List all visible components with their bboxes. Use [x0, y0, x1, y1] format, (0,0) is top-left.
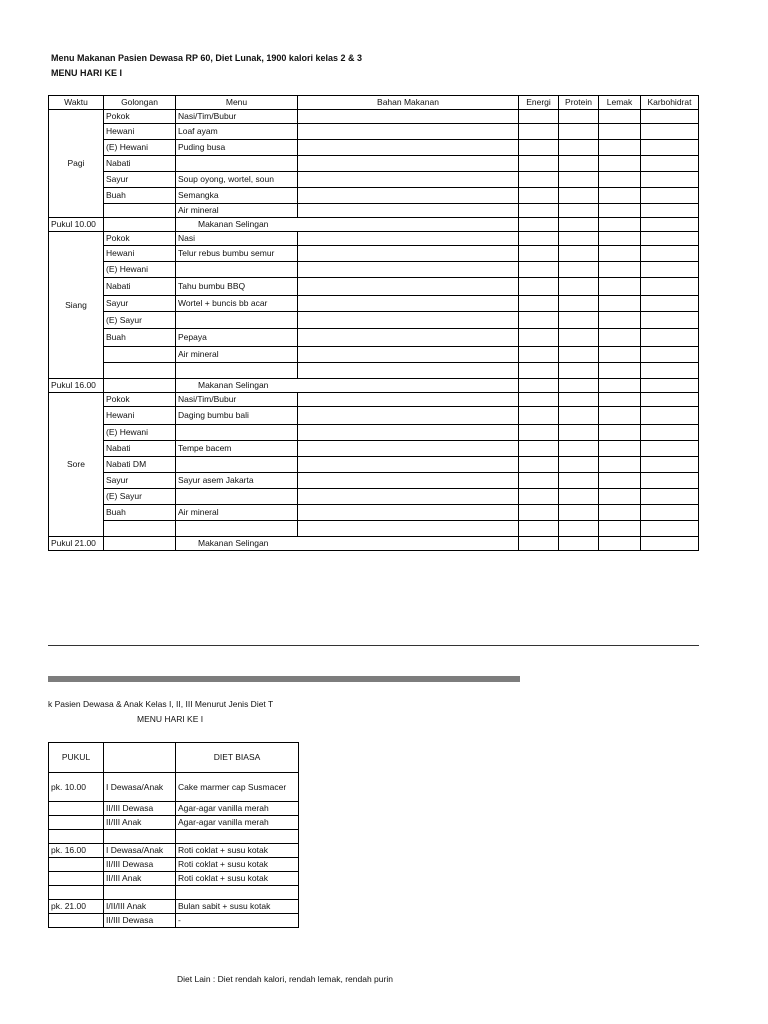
menu-row	[49, 140, 699, 156]
golongan-cell: Pokok	[104, 393, 176, 407]
golongan-cell: Hewani	[104, 124, 176, 140]
golongan-cell: Nabati DM	[104, 457, 176, 473]
empty-cell	[559, 156, 599, 172]
empty-cell	[104, 537, 176, 551]
kelas-cell: II/III Anak	[104, 816, 176, 830]
empty-cell	[641, 489, 699, 505]
menu-cell: Puding busa	[176, 140, 298, 156]
empty-cell	[298, 262, 519, 278]
empty-cell	[559, 124, 599, 140]
selingan-time: Pukul 16.00	[49, 379, 104, 393]
empty-cell	[599, 246, 641, 262]
empty-cell	[298, 172, 519, 188]
pukul-cell: pk. 21.00	[49, 900, 104, 914]
empty-cell	[641, 278, 699, 296]
menu-cell	[176, 312, 298, 329]
menu-row	[49, 124, 699, 140]
empty-cell	[599, 521, 641, 537]
empty-cell	[104, 218, 176, 232]
menu-table	[48, 95, 699, 551]
golongan-cell: (E) Hewani	[104, 425, 176, 441]
empty-cell	[519, 124, 559, 140]
empty-cell	[559, 218, 599, 232]
selingan-row	[49, 379, 699, 393]
kelas-cell: I Dewasa/Anak	[104, 773, 176, 802]
empty-cell	[599, 537, 641, 551]
table-header-row	[49, 96, 699, 110]
menu-row	[49, 425, 699, 441]
divider-line	[48, 645, 699, 646]
empty-cell	[298, 457, 519, 473]
empty-cell	[599, 232, 641, 246]
snack-row	[49, 830, 299, 844]
menu-cell: Pepaya	[176, 329, 298, 347]
empty-cell	[599, 425, 641, 441]
empty-cell	[298, 204, 519, 218]
empty-cell	[519, 204, 559, 218]
snack-header-row	[49, 743, 299, 773]
empty-cell	[519, 232, 559, 246]
empty-cell	[559, 347, 599, 363]
golongan-cell: Hewani	[104, 407, 176, 425]
kelas-cell: I/II/III Anak	[104, 900, 176, 914]
golongan-cell: (E) Hewani	[104, 262, 176, 278]
empty-cell	[599, 363, 641, 379]
empty-cell	[641, 232, 699, 246]
empty-cell	[559, 329, 599, 347]
menu-row	[49, 296, 699, 312]
empty-cell	[641, 218, 699, 232]
menu-row	[49, 393, 699, 407]
menu-cell: Nasi/Tim/Bubur	[176, 110, 298, 124]
menu-cell: Air mineral	[176, 505, 298, 521]
menu-row	[49, 407, 699, 425]
menu-row	[49, 521, 699, 537]
empty-cell	[599, 124, 641, 140]
header-kelas	[104, 743, 176, 773]
menu-row	[49, 347, 699, 363]
empty-cell	[599, 278, 641, 296]
empty-cell	[559, 246, 599, 262]
golongan-cell	[104, 363, 176, 379]
empty-cell	[641, 204, 699, 218]
golongan-cell: (E) Sayur	[104, 489, 176, 505]
snack-row	[49, 802, 299, 816]
empty-cell	[559, 188, 599, 204]
empty-cell	[641, 441, 699, 457]
empty-cell	[298, 110, 519, 124]
diet-menu-cell	[176, 830, 299, 844]
golongan-cell: Nabati	[104, 156, 176, 172]
menu-cell	[176, 521, 298, 537]
empty-cell	[599, 156, 641, 172]
snack-row	[49, 844, 299, 858]
empty-cell	[599, 188, 641, 204]
golongan-cell: Pokok	[104, 110, 176, 124]
golongan-cell: (E) Hewani	[104, 140, 176, 156]
empty-cell	[519, 441, 559, 457]
empty-cell	[599, 393, 641, 407]
empty-cell	[641, 425, 699, 441]
empty-cell	[559, 172, 599, 188]
empty-cell	[298, 188, 519, 204]
header-lemak: Lemak	[599, 96, 641, 110]
empty-cell	[559, 457, 599, 473]
menu-cell: Daging bumbu bali	[176, 407, 298, 425]
snack-table	[48, 742, 299, 928]
golongan-cell: Nabati	[104, 441, 176, 457]
section2-subtitle: MENU HARI KE I	[137, 714, 204, 724]
kelas-cell: II/III Dewasa	[104, 914, 176, 928]
menu-cell	[176, 489, 298, 505]
empty-cell	[298, 489, 519, 505]
menu-cell	[176, 363, 298, 379]
diet-menu-cell: Agar-agar vanilla merah	[176, 802, 299, 816]
menu-cell: Telur rebus bumbu semur	[176, 246, 298, 262]
menu-row	[49, 457, 699, 473]
empty-cell	[599, 329, 641, 347]
empty-cell	[559, 489, 599, 505]
empty-cell	[559, 296, 599, 312]
empty-cell	[599, 473, 641, 489]
snack-row	[49, 858, 299, 872]
menu-row	[49, 232, 699, 246]
empty-cell	[641, 262, 699, 278]
empty-cell	[519, 407, 559, 425]
empty-cell	[641, 521, 699, 537]
empty-cell	[519, 278, 559, 296]
header-bahan-makanan: Bahan Makanan	[298, 96, 519, 110]
selingan-label: Makanan Selingan	[176, 218, 519, 232]
pukul-cell	[49, 886, 104, 900]
menu-cell: Nasi	[176, 232, 298, 246]
pukul-cell: pk. 16.00	[49, 844, 104, 858]
golongan-cell	[104, 204, 176, 218]
menu-row	[49, 312, 699, 329]
golongan-cell: Buah	[104, 188, 176, 204]
snack-row	[49, 914, 299, 928]
empty-cell	[519, 262, 559, 278]
empty-cell	[298, 140, 519, 156]
empty-cell	[519, 110, 559, 124]
empty-cell	[559, 363, 599, 379]
section2-title: k Pasien Dewasa & Anak Kelas I, II, III Menurut Jenis Diet T	[48, 699, 274, 709]
golongan-cell: Pokok	[104, 232, 176, 246]
empty-cell	[298, 521, 519, 537]
menu-cell	[176, 156, 298, 172]
document-title: Menu Makanan Pasien Dewasa RP 60, Diet Lunak, 1900 kalori kelas 2 & 3	[51, 53, 362, 63]
empty-cell	[641, 505, 699, 521]
empty-cell	[559, 425, 599, 441]
menu-row	[49, 473, 699, 489]
menu-row	[49, 489, 699, 505]
empty-cell	[599, 457, 641, 473]
golongan-cell: Nabati	[104, 278, 176, 296]
kelas-cell: II/III Dewasa	[104, 802, 176, 816]
golongan-cell: Sayur	[104, 473, 176, 489]
empty-cell	[559, 521, 599, 537]
meal-time-sore: Sore	[49, 393, 104, 537]
empty-cell	[298, 124, 519, 140]
empty-cell	[519, 218, 559, 232]
document-subtitle: MENU HARI KE I	[51, 68, 123, 78]
empty-cell	[298, 312, 519, 329]
menu-row	[49, 246, 699, 262]
menu-cell: Nasi/Tim/Bubur	[176, 393, 298, 407]
empty-cell	[559, 262, 599, 278]
empty-cell	[519, 425, 559, 441]
menu-row	[49, 278, 699, 296]
snack-row	[49, 900, 299, 914]
header-golongan: Golongan	[104, 96, 176, 110]
empty-cell	[298, 232, 519, 246]
empty-cell	[641, 393, 699, 407]
empty-cell	[559, 110, 599, 124]
empty-cell	[641, 246, 699, 262]
empty-cell	[641, 140, 699, 156]
empty-cell	[519, 347, 559, 363]
pukul-cell	[49, 858, 104, 872]
empty-cell	[298, 425, 519, 441]
empty-cell	[519, 246, 559, 262]
menu-cell: Air mineral	[176, 204, 298, 218]
empty-cell	[519, 379, 559, 393]
empty-cell	[599, 312, 641, 329]
selingan-time: Pukul 10.00	[49, 218, 104, 232]
snack-row	[49, 816, 299, 830]
golongan-cell	[104, 521, 176, 537]
selingan-time: Pukul 21.00	[49, 537, 104, 551]
header-energi: Energi	[519, 96, 559, 110]
empty-cell	[641, 110, 699, 124]
empty-cell	[599, 218, 641, 232]
golongan-cell: Sayur	[104, 172, 176, 188]
pukul-cell	[49, 830, 104, 844]
menu-cell: Soup oyong, wortel, soun	[176, 172, 298, 188]
empty-cell	[641, 124, 699, 140]
menu-cell: Sayur asem Jakarta	[176, 473, 298, 489]
empty-cell	[641, 537, 699, 551]
empty-cell	[599, 172, 641, 188]
menu-row	[49, 329, 699, 347]
empty-cell	[641, 457, 699, 473]
empty-cell	[641, 379, 699, 393]
empty-cell	[599, 110, 641, 124]
empty-cell	[641, 312, 699, 329]
empty-cell	[559, 140, 599, 156]
header-pukul: PUKUL	[49, 743, 104, 773]
empty-cell	[519, 537, 559, 551]
empty-cell	[104, 379, 176, 393]
empty-cell	[599, 407, 641, 425]
menu-row	[49, 441, 699, 457]
empty-cell	[641, 329, 699, 347]
empty-cell	[519, 140, 559, 156]
footer-note: Diet Lain : Diet rendah kalori, rendah lemak, rendah purin	[177, 974, 393, 984]
diet-menu-cell: -	[176, 914, 299, 928]
empty-cell	[519, 489, 559, 505]
kelas-cell	[104, 830, 176, 844]
empty-cell	[519, 363, 559, 379]
empty-cell	[519, 312, 559, 329]
diet-menu-cell: Cake marmer cap Susmacer	[176, 773, 299, 802]
empty-cell	[519, 473, 559, 489]
header-menu: Menu	[176, 96, 298, 110]
selingan-row	[49, 537, 699, 551]
empty-cell	[641, 188, 699, 204]
menu-row	[49, 156, 699, 172]
diet-menu-cell	[176, 886, 299, 900]
empty-cell	[298, 473, 519, 489]
pukul-cell	[49, 816, 104, 830]
menu-row	[49, 363, 699, 379]
golongan-cell	[104, 347, 176, 363]
menu-row	[49, 188, 699, 204]
empty-cell	[298, 278, 519, 296]
menu-cell	[176, 457, 298, 473]
empty-cell	[641, 156, 699, 172]
menu-row	[49, 110, 699, 124]
meal-time-siang: Siang	[49, 232, 104, 379]
empty-cell	[298, 329, 519, 347]
menu-cell: Loaf ayam	[176, 124, 298, 140]
empty-cell	[641, 473, 699, 489]
empty-cell	[298, 347, 519, 363]
golongan-cell: Buah	[104, 505, 176, 521]
empty-cell	[599, 505, 641, 521]
kelas-cell: I Dewasa/Anak	[104, 844, 176, 858]
empty-cell	[559, 441, 599, 457]
empty-cell	[298, 505, 519, 521]
empty-cell	[599, 441, 641, 457]
diet-menu-cell: Roti coklat + susu kotak	[176, 844, 299, 858]
menu-row	[49, 262, 699, 278]
golongan-cell: (E) Sayur	[104, 312, 176, 329]
empty-cell	[641, 172, 699, 188]
golongan-cell: Hewani	[104, 246, 176, 262]
menu-cell: Semangka	[176, 188, 298, 204]
empty-cell	[599, 204, 641, 218]
empty-cell	[599, 140, 641, 156]
selingan-label: Makanan Selingan	[176, 537, 519, 551]
empty-cell	[559, 505, 599, 521]
empty-cell	[519, 156, 559, 172]
snack-row	[49, 773, 299, 802]
pukul-cell	[49, 872, 104, 886]
menu-cell: Tahu bumbu BBQ	[176, 278, 298, 296]
pukul-cell: pk. 10.00	[49, 773, 104, 802]
empty-cell	[519, 521, 559, 537]
empty-cell	[559, 278, 599, 296]
header-diet-biasa: DIET BIASA	[176, 743, 299, 773]
gray-bar	[48, 676, 520, 682]
empty-cell	[559, 379, 599, 393]
header-karbohidrat: Karbohidrat	[641, 96, 699, 110]
empty-cell	[519, 505, 559, 521]
menu-cell	[176, 425, 298, 441]
menu-cell: Tempe bacem	[176, 441, 298, 457]
empty-cell	[298, 393, 519, 407]
empty-cell	[298, 363, 519, 379]
empty-cell	[519, 329, 559, 347]
header-protein: Protein	[559, 96, 599, 110]
empty-cell	[298, 296, 519, 312]
empty-cell	[298, 441, 519, 457]
empty-cell	[298, 407, 519, 425]
kelas-cell	[104, 886, 176, 900]
empty-cell	[641, 347, 699, 363]
empty-cell	[298, 156, 519, 172]
pukul-cell	[49, 802, 104, 816]
empty-cell	[298, 246, 519, 262]
empty-cell	[519, 296, 559, 312]
diet-menu-cell: Bulan sabit + susu kotak	[176, 900, 299, 914]
menu-row	[49, 172, 699, 188]
empty-cell	[599, 489, 641, 505]
golongan-cell: Buah	[104, 329, 176, 347]
selingan-label: Makanan Selingan	[176, 379, 519, 393]
empty-cell	[641, 296, 699, 312]
menu-cell: Air mineral	[176, 347, 298, 363]
pukul-cell	[49, 914, 104, 928]
empty-cell	[519, 393, 559, 407]
empty-cell	[559, 393, 599, 407]
diet-menu-cell: Agar-agar vanilla merah	[176, 816, 299, 830]
empty-cell	[519, 188, 559, 204]
snack-row	[49, 872, 299, 886]
diet-menu-cell: Roti coklat + susu kotak	[176, 858, 299, 872]
empty-cell	[559, 204, 599, 218]
kelas-cell: II/III Anak	[104, 872, 176, 886]
selingan-row	[49, 218, 699, 232]
empty-cell	[599, 296, 641, 312]
empty-cell	[559, 407, 599, 425]
empty-cell	[519, 457, 559, 473]
diet-menu-cell: Roti coklat + susu kotak	[176, 872, 299, 886]
kelas-cell: II/III Dewasa	[104, 858, 176, 872]
empty-cell	[559, 232, 599, 246]
empty-cell	[599, 379, 641, 393]
empty-cell	[599, 347, 641, 363]
empty-cell	[559, 473, 599, 489]
menu-row	[49, 204, 699, 218]
empty-cell	[559, 537, 599, 551]
empty-cell	[519, 172, 559, 188]
golongan-cell: Sayur	[104, 296, 176, 312]
header-waktu: Waktu	[49, 96, 104, 110]
empty-cell	[559, 312, 599, 329]
empty-cell	[641, 363, 699, 379]
meal-time-pagi: Pagi	[49, 110, 104, 218]
menu-row	[49, 505, 699, 521]
empty-cell	[599, 262, 641, 278]
snack-row	[49, 886, 299, 900]
menu-cell: Wortel + buncis bb acar	[176, 296, 298, 312]
empty-cell	[641, 407, 699, 425]
menu-cell	[176, 262, 298, 278]
